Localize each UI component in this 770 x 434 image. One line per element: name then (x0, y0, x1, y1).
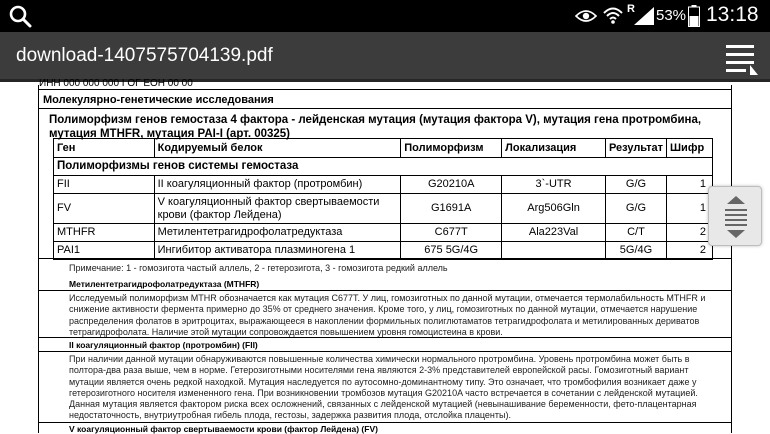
table-header-row (54, 139, 713, 158)
divider (39, 351, 731, 352)
cell-polymorphism: C677T (401, 224, 502, 242)
cell-protein: II коагуляционный фактор (протромбин) (154, 176, 401, 194)
section-title: Молекулярно-генетические исследования (43, 94, 274, 106)
col-header-protein: Кодируемый белок (154, 139, 401, 158)
test-title: Полиморфизм генов гемостаза 4 фактора - лейденская мутация (мутация фактора V), мутация гена протромбина, мутация MTHFR, мутация PAI-I (арт. 00325) (49, 114, 702, 140)
divider (39, 290, 731, 291)
mthfr-paragraph (69, 293, 719, 338)
file-title: download-1407575704139.pdf (16, 45, 273, 66)
mthfr-heading: Метилентетрагидрофолатредуктаза (MTHFR) (69, 279, 260, 289)
table-row (54, 194, 713, 224)
col-header-polymorphism: Полиморфизм (401, 139, 502, 158)
paragraph-line: полтора-два раза выше, чем в норме. Гетерозиготными носителями гена являются 2-3% представителей европейской расы. Гомозиготный вариант (69, 365, 689, 376)
cell-result: C/T (605, 224, 666, 242)
cell-location: Arg506Gln (502, 194, 606, 224)
paragraph-line: распределения фолатов в эритроцитах, выражающееся в накоплении формильных полиглютаматов тетрагидрофолата и метилированных дериватов (69, 315, 700, 326)
status-bar (0, 0, 770, 32)
table-row (54, 176, 713, 194)
eye-icon (575, 9, 597, 23)
pdf-page (38, 78, 732, 434)
cell-gene: FV (54, 194, 155, 224)
cell-polymorphism: G1691A (401, 194, 502, 224)
signal-icon (634, 7, 654, 25)
cell-protein: Метилентетрагидрофолатредуктаза (154, 224, 401, 242)
cell-gene: FII (54, 176, 155, 194)
cell-protein: V коагуляционный фактор свертываемости крови (фактор Лейдена) (154, 194, 401, 224)
divider (39, 337, 731, 338)
menu-icon[interactable] (724, 41, 758, 75)
paragraph-line: недостаточность, внутриутробная гибель плода, гестозы, задержка развития плода, отслойка плаценты). (69, 410, 511, 421)
table-note: Примечание: 1 - гомозигота частый аллель, 2 - гетерозигота, 3 - гомозигота редкий аллель (69, 263, 448, 273)
paragraph-line: снижение активности фермента примерно до 35% от среднего значения. Кроме того, у лиц, гомозиготных по данной мутации, отмечается нарушение (69, 304, 698, 315)
fii-paragraph (69, 354, 719, 422)
app-bar (0, 32, 770, 82)
pdf-viewport[interactable] (0, 78, 770, 434)
top-cut-text: ИНН 000 000 000 I ОГ ЕОН 00 00 (39, 78, 193, 89)
divider (39, 422, 731, 423)
paragraph-line: мутации является очень редкой находкой. Мутация наследуется по аутосомно-доминантному типу. Это означает, что тромбофилия возникает даже у (69, 376, 697, 387)
cell-code: 2 (667, 242, 713, 260)
cell-location: Ala223Val (502, 224, 606, 242)
cell-location (502, 242, 606, 260)
cell-gene: PAI1 (54, 242, 155, 260)
cell-gene: MTHFR (54, 224, 155, 242)
table-row (54, 242, 713, 260)
cell-polymorphism: G20210A (401, 176, 502, 194)
cell-protein: Ингибитор активатора плазминогена 1 (154, 242, 401, 260)
paragraph-line: тетрагидрофолата. Наличие этой мутации сопровождается повышением уровня гомоцистеина в крови. (69, 326, 503, 337)
cell-result: G/G (605, 176, 666, 194)
cell-code: 1 (667, 194, 713, 224)
table-row (54, 224, 713, 242)
roaming-indicator: R (627, 3, 635, 15)
polymorphism-table (53, 138, 713, 260)
scroll-handle-icon (723, 195, 749, 239)
col-header-location: Локализация (502, 139, 606, 158)
cell-code: 1 (667, 176, 713, 194)
paragraph-line: гетерозиготного носителя измененного гена. При возникновении тромбозов мутация G20210A часто встречается в сочетании с лейденской мутацией. (69, 387, 698, 398)
wifi-icon (602, 5, 624, 25)
clock: 13:18 (706, 3, 759, 26)
cell-code: 2 (667, 224, 713, 242)
paragraph-line: При наличии данной мутации обнаруживаются повышенные количества химически нормального протромбина. Уровень протромбина может быть в (69, 354, 690, 364)
battery-percent: 53% (656, 7, 687, 24)
battery-icon (688, 5, 700, 27)
divider (39, 258, 731, 259)
fv-heading: V коагуляционный фактор свертываемости крови (фактор Лейдена) (FV) (69, 424, 378, 434)
fii-heading: II коагуляционный фактор (протромбин) (FII) (69, 340, 258, 350)
search-icon[interactable] (8, 4, 32, 28)
cell-location: 3`-UTR (502, 176, 606, 194)
col-header-gene: Ген (54, 139, 155, 158)
cell-polymorphism: 675 5G/4G (401, 242, 502, 260)
group-label: Полиморфизмы генов системы гемостаза (54, 158, 713, 176)
col-header-code: Шифр (667, 139, 713, 158)
scroll-handle[interactable] (708, 186, 762, 246)
col-header-result: Результат (605, 139, 666, 158)
table-group-row (54, 158, 713, 176)
divider (39, 89, 731, 90)
divider (39, 108, 731, 109)
paragraph-line: Исследуемый полиморфизм MTHR обозначается как мутация C677T. У лиц, гомозиготных по данной мутации, отмечается термолабильность MTHFR и (69, 293, 706, 303)
paragraph-line: Данная мутация является фактором риска всех осложнений, связанных с лейденской мутацией (невынашивание беременности, фето-плацентарная (69, 399, 697, 410)
cell-result: 5G/4G (605, 242, 666, 260)
cell-result: G/G (605, 194, 666, 224)
